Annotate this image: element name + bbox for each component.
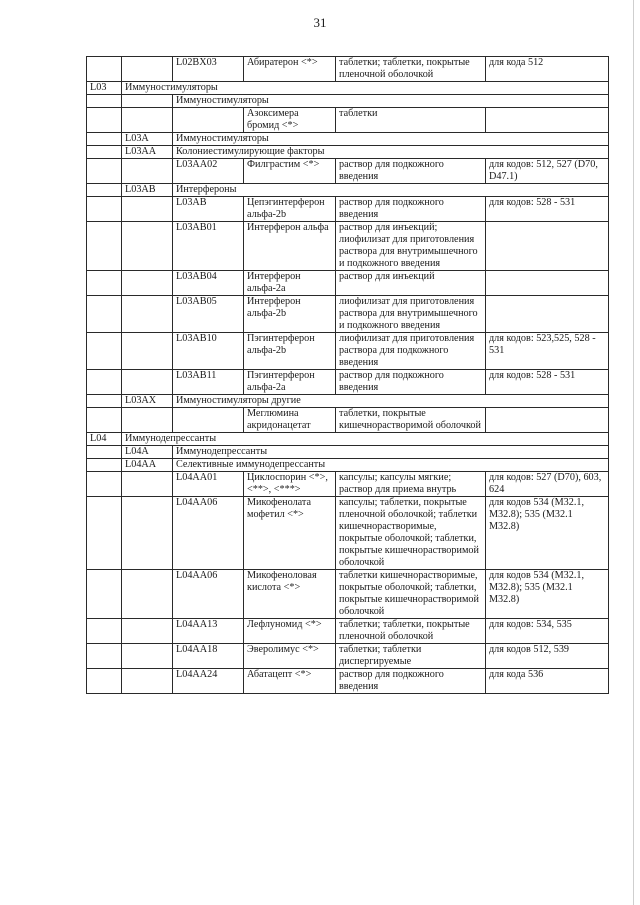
table-row — [87, 296, 609, 333]
drug-name: Микофеноловая кислота <*> — [244, 570, 336, 619]
group-label: Селективные иммунодепрессанты — [173, 459, 609, 472]
dosage-form: таблетки; таблетки диспергируемые — [336, 644, 486, 669]
atc-code — [173, 408, 244, 433]
dosage-form: раствор для подкожного введения — [336, 159, 486, 184]
condition-note: для кодов: 528 - 531 — [486, 197, 609, 222]
table-row — [87, 433, 609, 446]
table-row — [87, 333, 609, 370]
drug-name: Азоксимера бромид <*> — [244, 108, 336, 133]
table-row — [87, 370, 609, 395]
condition-note: для кода 512 — [486, 57, 609, 82]
dosage-form: лиофилизат для приготовления раствора для внутримышечного и подкожного введения — [336, 296, 486, 333]
atc-code: L04AA24 — [173, 669, 244, 694]
condition-note: для кодов 512, 539 — [486, 644, 609, 669]
atc-code: L04AA13 — [173, 619, 244, 644]
dosage-form: таблетки — [336, 108, 486, 133]
drug-name: Интерферон альфа — [244, 222, 336, 271]
dosage-form: раствор для подкожного введения — [336, 197, 486, 222]
table-row — [87, 459, 609, 472]
atc-code — [173, 108, 244, 133]
table-row — [87, 408, 609, 433]
table-row — [87, 146, 609, 159]
table-row — [87, 644, 609, 669]
group-label: Иммунодепрессанты — [173, 446, 609, 459]
dosage-form: раствор для подкожного введения — [336, 370, 486, 395]
condition-note: для кодов 534 (M32.1, M32.8); 535 (M32.1 M32.8) — [486, 570, 609, 619]
dosage-form: лиофилизат для приготовления раствора для подкожного введения — [336, 333, 486, 370]
dosage-form: таблетки, покрытые кишечнорастворимой оболочкой — [336, 408, 486, 433]
atc-code: L03AB10 — [173, 333, 244, 370]
condition-note: для кодов: 528 - 531 — [486, 370, 609, 395]
atc-code: L02BX03 — [173, 57, 244, 82]
table-row — [87, 472, 609, 497]
group-label: Иммуностимуляторы — [122, 82, 609, 95]
condition-note: для кодов: 527 (D70), 603, 624 — [486, 472, 609, 497]
atc-code: L03 — [87, 82, 122, 95]
drug-name: Пэгинтерферон альфа-2а — [244, 370, 336, 395]
group-label: Интерфероны — [173, 184, 609, 197]
page-number: 31 — [313, 15, 327, 30]
condition-note — [486, 271, 609, 296]
condition-note: для кодов 534 (M32.1, M32.8); 535 (M32.1 M32.8) — [486, 497, 609, 570]
table-row — [87, 159, 609, 184]
atc-code: L04AA06 — [173, 497, 244, 570]
table-row — [87, 619, 609, 644]
table-row — [87, 669, 609, 694]
table-row — [87, 271, 609, 296]
condition-note: для кодов: 534, 535 — [486, 619, 609, 644]
table-row — [87, 57, 609, 82]
atc-code: L03AB11 — [173, 370, 244, 395]
condition-note: для кода 536 — [486, 669, 609, 694]
group-label: Иммуностимуляторы другие — [173, 395, 609, 408]
condition-note: для кодов: 512, 527 (D70, D47.1) — [486, 159, 609, 184]
drug-name: Эверолимус <*> — [244, 644, 336, 669]
scan-edge-line — [633, 0, 634, 905]
dosage-form: таблетки кишечнорастворимые, покрытые оболочкой; таблетки, покрытые кишечнорастворимой оболочкой — [336, 570, 486, 619]
atc-code: L03A — [122, 133, 173, 146]
drug-name: Интерферон альфа-2b — [244, 296, 336, 333]
drug-name: Абатацепт <*> — [244, 669, 336, 694]
atc-code: L03AB05 — [173, 296, 244, 333]
atc-code: L04AA06 — [173, 570, 244, 619]
table-row — [87, 497, 609, 570]
dosage-form: раствор для инъекций — [336, 271, 486, 296]
atc-code: L04A — [122, 446, 173, 459]
drug-name: Циклоспорин <*>, <**>, <***> — [244, 472, 336, 497]
drug-name: Пэгинтерферон альфа-2b — [244, 333, 336, 370]
group-label: Иммунодепрессанты — [122, 433, 609, 446]
table-row — [87, 133, 609, 146]
table-row — [87, 184, 609, 197]
table-row — [87, 222, 609, 271]
table-row — [87, 95, 609, 108]
table-row — [87, 446, 609, 459]
group-label: Иммуностимуляторы — [173, 133, 609, 146]
drug-name: Филграстим <*> — [244, 159, 336, 184]
condition-note — [486, 108, 609, 133]
drug-list-table — [86, 56, 609, 694]
atc-code: L03AA02 — [173, 159, 244, 184]
atc-code: L03AA — [122, 146, 173, 159]
atc-code: L04AA — [122, 459, 173, 472]
drug-name: Лефлуномид <*> — [244, 619, 336, 644]
drug-name: Меглюмина акридонацетат — [244, 408, 336, 433]
dosage-form: раствор для подкожного введения — [336, 669, 486, 694]
dosage-form: раствор для инъекций; лиофилизат для приготовления раствора для внутримышечного и подкожного введения — [336, 222, 486, 271]
table-row — [87, 197, 609, 222]
atc-code: L04AA01 — [173, 472, 244, 497]
group-label: Иммуностимуляторы — [173, 95, 609, 108]
drug-name: Микофенолата мофетил <*> — [244, 497, 336, 570]
condition-note — [486, 296, 609, 333]
table-row — [87, 570, 609, 619]
drug-name: Цепэгинтерферон альфа-2b — [244, 197, 336, 222]
condition-note: для кодов: 523,525, 528 - 531 — [486, 333, 609, 370]
atc-code: L04AA18 — [173, 644, 244, 669]
table-row — [87, 108, 609, 133]
group-label: Колониестимулирующие факторы — [173, 146, 609, 159]
condition-note — [486, 408, 609, 433]
atc-code: L03AB04 — [173, 271, 244, 296]
table-row — [87, 395, 609, 408]
dosage-form: таблетки; таблетки, покрытые пленочной оболочкой — [336, 57, 486, 82]
table-row — [87, 82, 609, 95]
atc-code: L03AB — [173, 197, 244, 222]
dosage-form: таблетки; таблетки, покрытые пленочной оболочкой — [336, 619, 486, 644]
drug-name: Абиратерон <*> — [244, 57, 336, 82]
atc-code: L03AX — [122, 395, 173, 408]
dosage-form: капсулы; таблетки, покрытые пленочной оболочкой; таблетки кишечнорастворимые, покрытые оболочкой; таблетки, покрытые кишечнорастворимой оболочкой — [336, 497, 486, 570]
atc-code: L03AB01 — [173, 222, 244, 271]
drug-name: Интерферон альфа-2а — [244, 271, 336, 296]
atc-code: L03AB — [122, 184, 173, 197]
dosage-form: капсулы; капсулы мягкие; раствор для приема внутрь — [336, 472, 486, 497]
atc-code: L04 — [87, 433, 122, 446]
condition-note — [486, 222, 609, 271]
